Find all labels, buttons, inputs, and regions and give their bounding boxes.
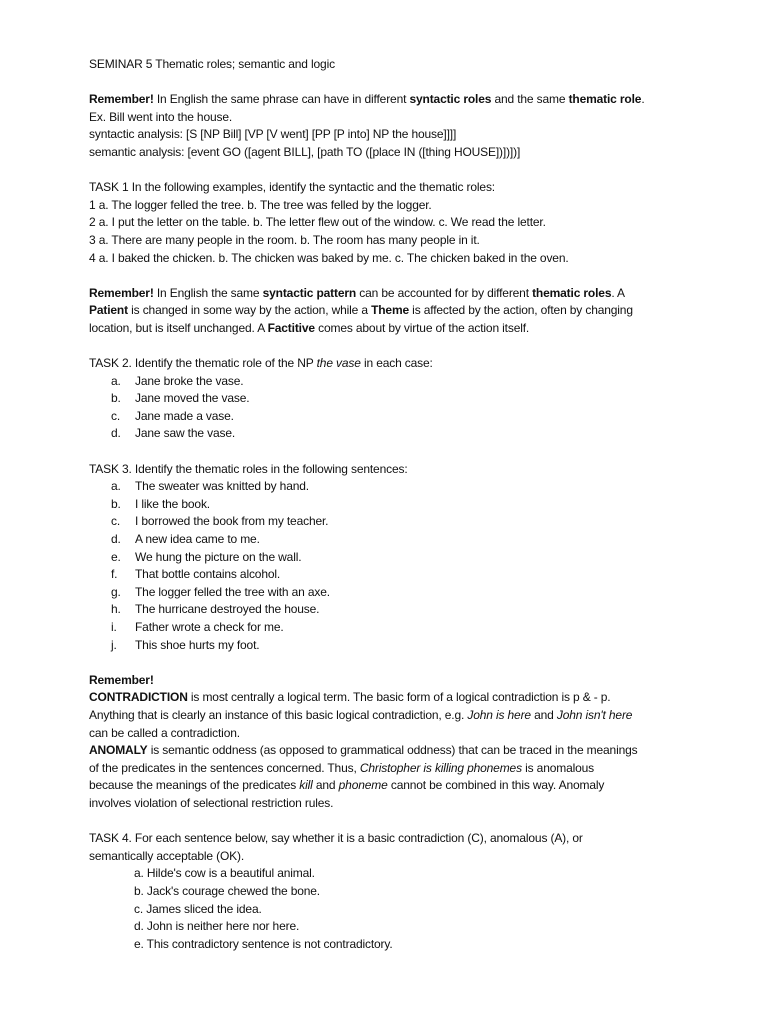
task1-item: 1 a. The logger felled the tree. b. The tree was felled by the logger.: [89, 197, 432, 212]
list-item: e. We hung the picture on the wall.: [111, 549, 302, 564]
list-item: c. James sliced the idea.: [134, 901, 262, 916]
list-item: e. This contradictory sentence is not contradictory.: [134, 936, 393, 951]
list-item: c. I borrowed the book from my teacher.: [111, 514, 329, 529]
anomaly-definition: ANOMALY is semantic oddness (as opposed to grammatical oddness) that can be traced in the meanings: [89, 743, 638, 758]
list-item: g. The logger felled the tree with an axe.: [111, 584, 330, 599]
list-item: b. Jane moved the vase.: [111, 391, 250, 406]
syntactic-analysis: syntactic analysis: [S [NP Bill] [VP [V went] [PP [P into] NP the house]]]]: [89, 127, 457, 142]
task4-instruction: TASK 4. For each sentence below, say whether it is a basic contradiction (C), anomalous (A), or: [89, 831, 583, 846]
task4-heading: TASK 4.: [89, 831, 132, 846]
task3-heading: TASK 3.: [89, 461, 132, 476]
remember-label: Remember!: [89, 672, 154, 687]
task1-item: 3 a. There are many people in the room. b. The room has many people in it.: [89, 232, 480, 247]
remember-thematic-roles-note: Remember! In English the same syntactic pattern can be accounted for by different thematic roles. A: [89, 285, 625, 300]
document-title: SEMINAR 5 Thematic roles; semantic and logic: [89, 57, 335, 71]
example-sentence: Ex. Bill went into the house.: [89, 109, 233, 124]
list-item: a. The sweater was knitted by hand.: [111, 479, 309, 494]
task1-item: 2 a. I put the letter on the table. b. The letter flew out of the window. c. We read the letter.: [89, 215, 546, 230]
semantic-analysis: semantic analysis: [event GO ([agent BILL], [path TO ([place IN ([thing HOUSE])])])]: [89, 144, 521, 159]
task2-instruction: TASK 2. Identify the thematic role of the NP the vase in each case:: [89, 356, 433, 371]
task3-list: [89, 478, 689, 654]
contradiction-term: CONTRADICTION: [89, 690, 188, 705]
remember-syntactic-roles-note: Remember! In English the same phrase can have in different syntactic roles and the same thematic role.: [89, 92, 645, 107]
contradiction-definition: CONTRADICTION is most centrally a logical term. The basic form of a logical contradiction is p & - p.: [89, 690, 611, 705]
list-item: f. That bottle contains alcohol.: [111, 567, 281, 582]
task4-list: [89, 865, 689, 953]
remember-label: Remember!: [89, 92, 154, 107]
anomaly-term: ANOMALY: [89, 743, 148, 758]
list-item: a. Jane broke the vase.: [111, 373, 244, 388]
list-item: i. Father wrote a check for me.: [111, 620, 284, 634]
task1-instruction: TASK 1 In the following examples, identify the syntactic and the thematic roles:: [89, 180, 495, 195]
list-item: d. John is neither here nor here.: [134, 919, 300, 934]
list-item: b. I like the book.: [111, 496, 210, 511]
list-item: d. Jane saw the vase.: [111, 426, 236, 441]
task1-heading: TASK 1: [89, 180, 129, 195]
list-item: j. This shoe hurts my foot.: [111, 637, 260, 652]
task2-list: [89, 373, 689, 443]
list-item: d. A new idea came to me.: [111, 532, 260, 547]
list-item: c. Jane made a vase.: [111, 408, 234, 423]
list-item: h. The hurricane destroyed the house.: [111, 602, 320, 617]
task1-item: 4 a. I baked the chicken. b. The chicken was baked by me. c. The chicken baked in the oven.: [89, 250, 569, 265]
task3-instruction: TASK 3. Identify the thematic roles in the following sentences:: [89, 461, 408, 476]
document-page: SEMINAR 5 Thematic roles; semantic and logic Remember! In English the same phrase can have in different syntactic roles and the same thematic role. Ex. Bill went into the house. syntactic analysis: [S [NP Bill] [VP [V went] [PP [P into] NP the house]]]] semantic analysis: [event GO ([agent BILL], [path TO ([place IN ([thing HOUSE])])])] TASK 1 In the following examples, identify the syntactic and the thematic roles: 1 a. The logger felled the tree. b. The tree was felled by the logger. 2 a. I put the letter on the table. b. The letter flew out of the window. c. We read the letter. 3 a. There are many people in the room. b. The room has many people in it. 4 a. I baked the chicken. b. The chicken was baked by me. c. The chicken baked in the oven. Remember! In English the same syntactic pattern can be accounted for by different thematic roles. A Patient is changed in some way by the action, while a Theme is affected by the action, often by changing location, but is itself unchanged. A Factitive comes about by virtue of the action itself. TASK 2. Identify the thematic role of the NP the vase in each case: a. Jane broke the vase. b. Jane moved the vase. c. Jane made a vase. d. Jane saw the vase. TASK 3. Identify the thematic roles in the following sentences: a. The sweater was knitted by hand. b. I like the book. c. I borrowed the book from my teacher. d. A new idea came to me. e. We hung the picture on the wall. f. That bottle contains alcohol. g. The logger felled the tree with an axe. h. The hurricane destroyed the house. i. Father wrote a check for me. j. This shoe hurts my foot. Remember! CONTRADICTION is most centrally a logical term. The basic form of a logical contradiction is p & - p. Anything that is clearly an instance of this basic logical contradiction, e.g. John is here and John isn't here can be called a contradiction. ANOMALY is semantic oddness (as opposed to grammatical oddness) that can be traced in the meanings of the predicates in the sentences concerned. Thus, Christopher is killing phonemes is anomalous because the meanings of the predicates kill and phoneme cannot be combined in this way. Anomaly involves violation of selectional restriction rules. TASK 4. For each sentence below, say whether it is a basic contradiction (C), anomalous (A), or semantically acceptable (OK). a. Hilde's cow is a beautiful animal. b. Jack's courage chewed the bone. c. James sliced the idea. d. John is neither here nor here. e. This contradictory sentence is not contradictory.: [89, 56, 689, 953]
task2-heading: TASK 2.: [89, 356, 132, 371]
list-item: a. Hilde's cow is a beautiful animal.: [134, 866, 315, 881]
list-item: b. Jack's courage chewed the bone.: [134, 883, 320, 898]
remember-label: Remember!: [89, 285, 154, 300]
